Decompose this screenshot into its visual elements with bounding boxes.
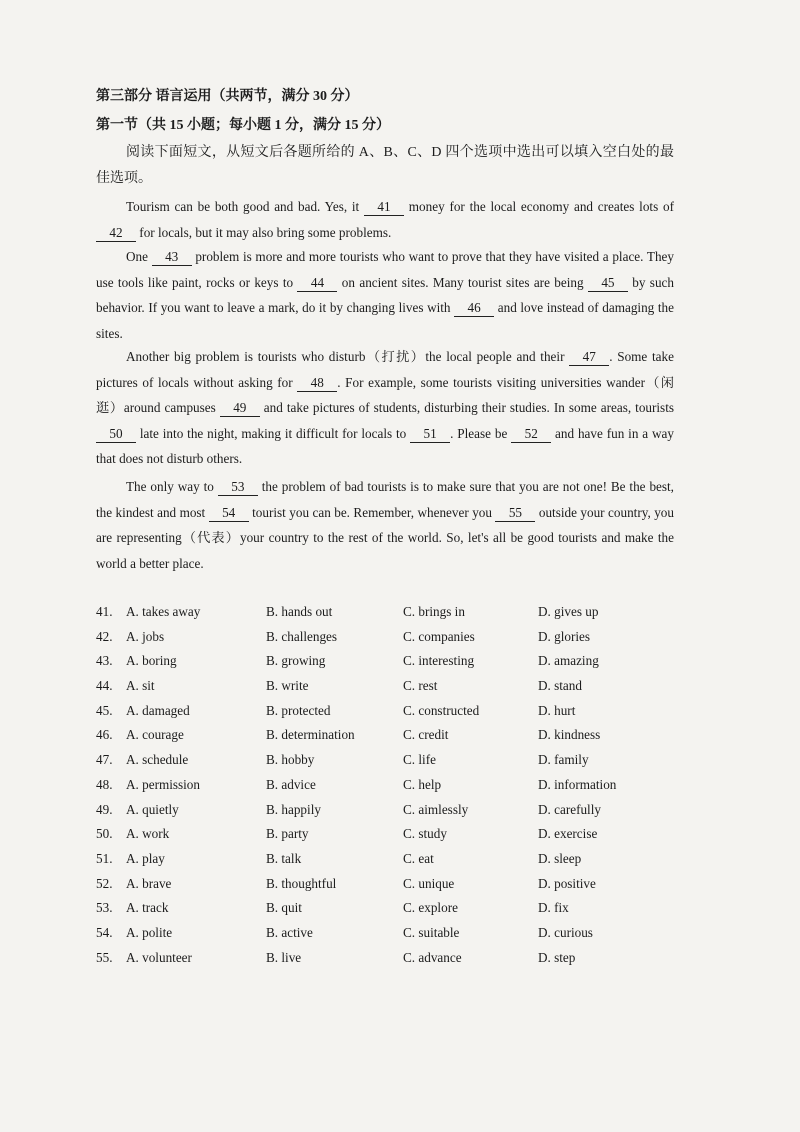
options-list: [96, 604, 716, 974]
option-c: C. brings in: [403, 604, 465, 619]
passage-text: by such behavior. If you want to leave a mark, do it by changing lives with: [96, 274, 674, 315]
question-number: 46.: [96, 727, 113, 743]
part-heading: 第三部分 语言运用（共两节，满分 30 分）: [96, 89, 359, 104]
option-c: C. interesting: [403, 653, 475, 669]
option-d: D. stand: [538, 678, 582, 694]
blank-52: 52: [511, 426, 551, 443]
option-a: A. brave: [126, 875, 172, 891]
question-row-51: [96, 851, 716, 876]
option-a: A. play: [126, 850, 165, 866]
option-a: A. polite: [126, 924, 173, 940]
question-row-53: [96, 900, 716, 925]
passage-text: for locals, but it may also bring some problems.: [136, 224, 392, 240]
question-number: 51.: [96, 850, 113, 866]
section-heading: 第一节（共 15 小题；每小题 1 分，满分 15 分）: [96, 118, 390, 133]
option-a: A. schedule: [126, 752, 189, 768]
option-d: D. curious: [538, 924, 593, 940]
option-d: D. kindness: [538, 727, 601, 743]
option-d: D. information: [538, 776, 617, 792]
passage-text: and have fun in a way that does not disturb others.: [96, 425, 674, 466]
option-d: D. gives up: [538, 604, 599, 619]
option-c: C. constructed: [403, 702, 480, 718]
option-b: B. live: [266, 949, 302, 965]
passage-text: money for the local economy and creates lots of: [404, 199, 674, 214]
passage-paragraph-2: [96, 244, 674, 346]
option-b: B. hands out: [266, 604, 333, 619]
blank-49: 49: [220, 400, 260, 417]
question-row-41: [96, 604, 716, 629]
option-a: A. courage: [126, 727, 184, 743]
blank-48: 48: [297, 375, 337, 392]
option-d: D. fix: [538, 900, 569, 916]
question-row-42: [96, 629, 716, 654]
option-c: C. help: [403, 776, 442, 792]
question-number: 47.: [96, 752, 113, 768]
question-number: 54.: [96, 924, 113, 940]
question-row-43: [96, 653, 716, 678]
question-row-52: [96, 876, 716, 901]
passage-paragraph-1: [96, 194, 674, 245]
question-number: 45.: [96, 702, 113, 718]
passage-text: The only way to: [126, 479, 218, 494]
blank-41: 41: [364, 199, 404, 216]
blank-53: 53: [218, 479, 258, 496]
passage-text: and take pictures of students, disturbing their studies. In some areas, tourists: [259, 400, 674, 415]
option-b: B. active: [266, 924, 313, 940]
option-b: B. advice: [266, 776, 316, 792]
option-c: C. aimlessly: [403, 801, 469, 817]
question-number: 52.: [96, 875, 113, 891]
option-b: B. hobby: [266, 752, 315, 768]
question-row-49: [96, 802, 716, 827]
option-d: D. carefully: [538, 801, 601, 817]
option-d: D. hurt: [538, 702, 576, 718]
option-b: B. write: [266, 678, 309, 694]
question-number: 42.: [96, 628, 113, 644]
option-a: A. takes away: [126, 604, 201, 619]
passage-text: late into the night, making it difficult for locals to: [136, 425, 411, 441]
blank-51: 51: [410, 426, 450, 443]
blank-50: 50: [96, 426, 136, 443]
question-row-55: [96, 950, 716, 975]
question-row-47: [96, 752, 716, 777]
option-c: C. credit: [403, 727, 449, 743]
option-c: C. study: [403, 826, 447, 842]
option-c: C. companies: [403, 628, 475, 644]
passage-text: outside your country, you are representing（代表）your country to the rest of the world. So, let's all be good tourists and make the world a better place.: [96, 504, 674, 571]
question-row-54: [96, 925, 716, 950]
passage-text: the problem of bad tourists is to make sure that you are not one! Be the best, the kindest and most: [96, 479, 674, 520]
passage-text: One: [126, 249, 152, 264]
option-c: C. rest: [403, 678, 438, 694]
passage-text: tourist you can be. Remember, whenever you: [248, 504, 496, 520]
option-b: B. growing: [266, 653, 326, 669]
passage-text: on ancient sites. Many tourist sites are being: [337, 274, 588, 290]
option-a: A. boring: [126, 653, 177, 669]
option-c: C. eat: [403, 850, 434, 866]
question-number: 50.: [96, 826, 113, 842]
option-d: D. amazing: [538, 653, 599, 669]
option-a: A. sit: [126, 678, 155, 694]
option-a: A. quietly: [126, 801, 179, 817]
option-b: B. happily: [266, 801, 321, 817]
passage-text: Another big problem is tourists who disturb（打扰）the local people and their: [126, 349, 570, 364]
option-d: D. sleep: [538, 850, 582, 866]
option-a: A. track: [126, 900, 169, 916]
blank-44: 44: [297, 275, 337, 292]
question-row-48: [96, 777, 716, 802]
option-a: A. permission: [126, 776, 200, 792]
option-a: A. work: [126, 826, 170, 842]
option-d: D. positive: [538, 875, 596, 891]
question-row-45: [96, 703, 716, 728]
option-a: A. volunteer: [126, 949, 192, 965]
option-d: D. family: [538, 752, 589, 768]
blank-42: 42: [96, 225, 136, 242]
blank-47: 47: [569, 349, 609, 366]
option-d: D. glories: [538, 628, 591, 644]
option-b: B. protected: [266, 702, 331, 718]
passage-text: and love instead of damaging the sites.: [96, 300, 674, 341]
passage-paragraph-4: [96, 474, 674, 576]
option-b: B. party: [266, 826, 309, 842]
blank-54: 54: [209, 505, 249, 522]
question-number: 55.: [96, 949, 113, 965]
option-b: B. determination: [266, 727, 355, 743]
passage-paragraph-3: [96, 344, 674, 472]
blank-55: 55: [495, 505, 535, 522]
question-number: 48.: [96, 776, 113, 792]
question-number: 49.: [96, 801, 113, 817]
option-a: A. jobs: [126, 628, 165, 644]
option-d: D. exercise: [538, 826, 598, 842]
passage-text: Tourism can be both good and bad. Yes, it: [126, 199, 364, 214]
option-b: B. talk: [266, 850, 302, 866]
question-number: 53.: [96, 900, 113, 916]
option-c: C. life: [403, 752, 436, 768]
option-c: C. unique: [403, 875, 455, 891]
option-a: A. damaged: [126, 702, 190, 718]
question-row-46: [96, 727, 716, 752]
option-b: B. quit: [266, 900, 302, 916]
blank-43: 43: [152, 249, 192, 266]
option-d: D. step: [538, 949, 576, 965]
question-number: 44.: [96, 678, 113, 694]
question-number: 43.: [96, 653, 113, 669]
passage-text: . For example, some tourists visiting universities wander（闲逛）around campuses: [96, 374, 674, 415]
blank-46: 46: [454, 300, 494, 317]
question-row-50: [96, 826, 716, 851]
passage-text: . Please be: [450, 425, 512, 441]
option-c: C. suitable: [403, 924, 460, 940]
option-c: C. advance: [403, 949, 462, 965]
option-b: B. thoughtful: [266, 875, 337, 891]
question-number: 41.: [96, 604, 113, 619]
blank-45: 45: [588, 275, 628, 292]
option-b: B. challenges: [266, 628, 338, 644]
question-row-44: [96, 678, 716, 703]
passage-text: . Some take pictures of locals without asking for: [96, 349, 674, 390]
instruction-text: 阅读下面短文，从短文后各题所给的 A、B、C、D 四个选项中选出可以填入空白处的最佳选项。: [96, 145, 674, 186]
passage-text: problem is more and more tourists who want to prove that they have visited a place. They use tools like paint, rocks or keys to: [96, 249, 674, 290]
option-c: C. explore: [403, 900, 458, 916]
